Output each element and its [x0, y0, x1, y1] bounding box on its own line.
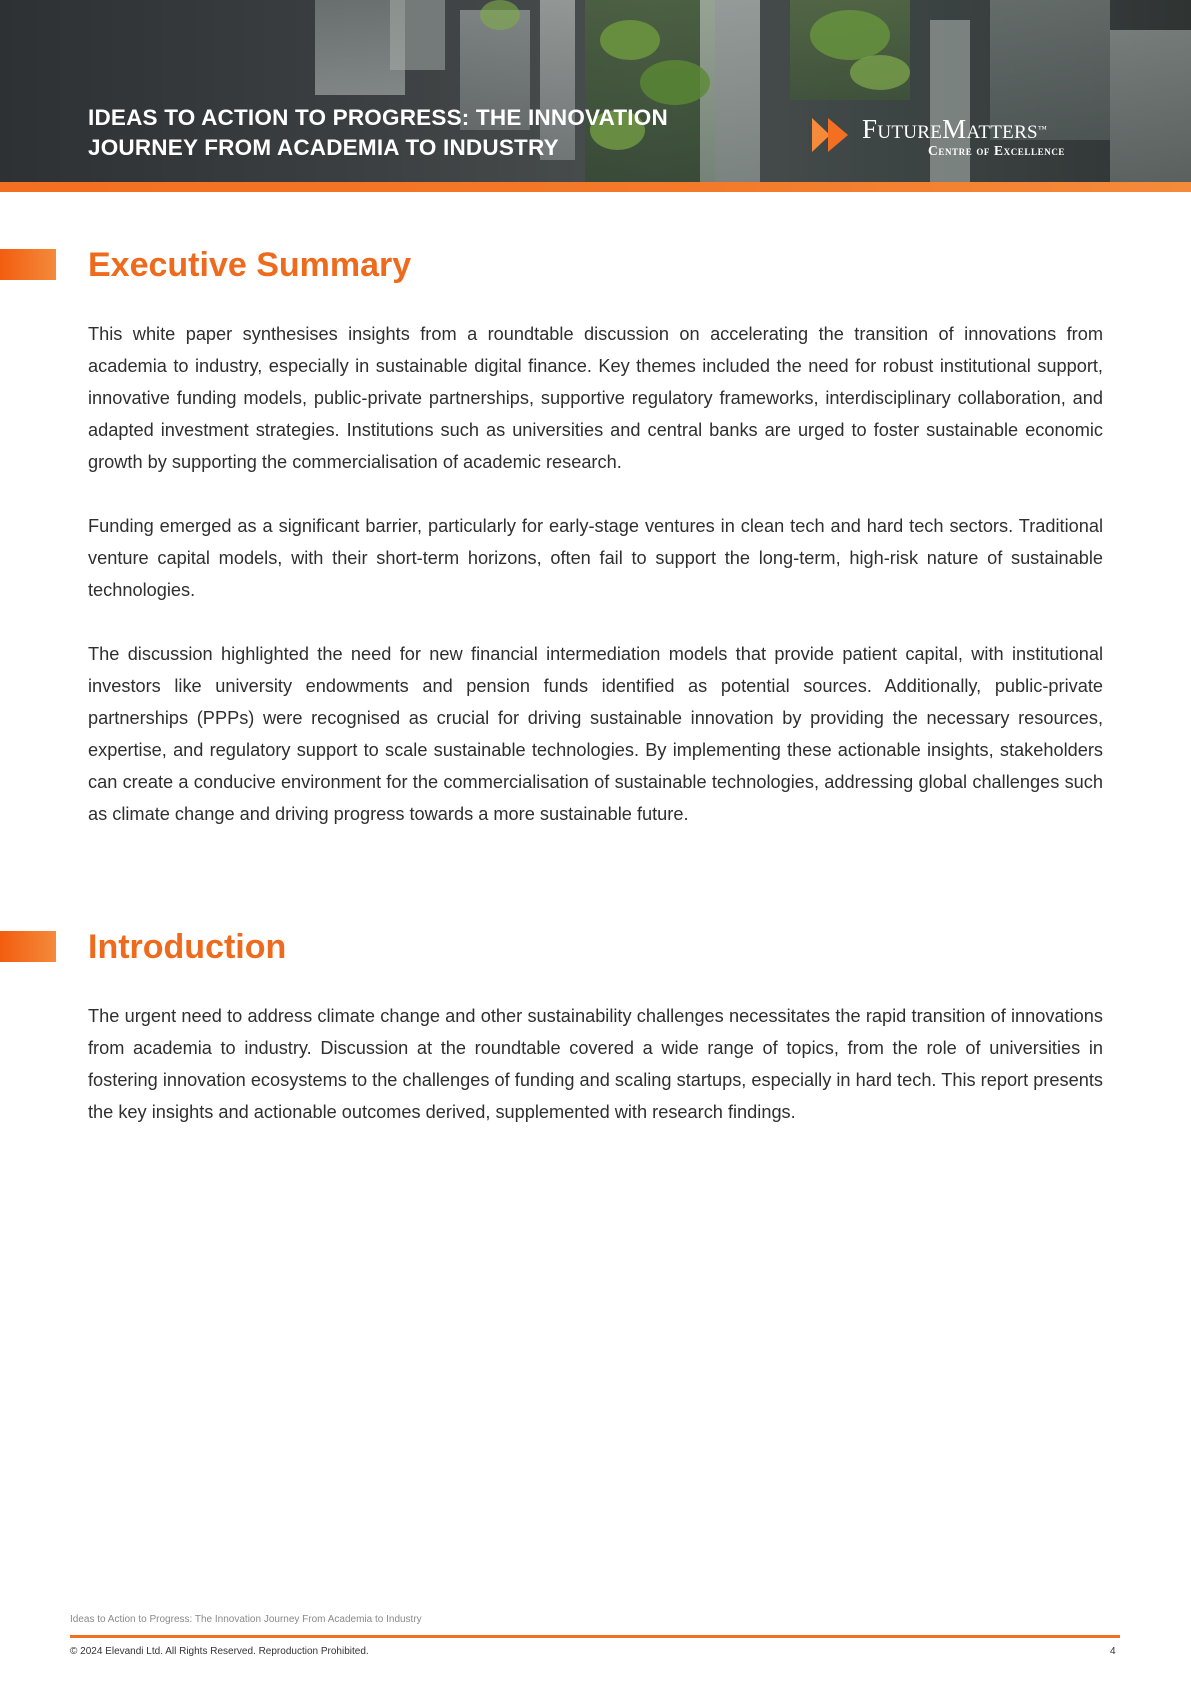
double-chevron-right-icon [810, 114, 852, 156]
banner-title-line-2: JOURNEY FROM ACADEMIA TO INDUSTRY [88, 135, 559, 160]
header-banner [0, 0, 1191, 182]
paragraph-executive-summary-2: Funding emerged as a significant barrier, particularly for early-stage ventures in clean tech and hard tech sectors. Traditional venture capital models, with their short-term horizons, often fail to support the long-term, high-risk nature of sustainable technologies. [88, 516, 1103, 600]
footer-page-number: 4 [1110, 1646, 1116, 1657]
footer-copyright: © 2024 Elevandi Ltd. All Rights Reserved. Reproduction Prohibited. [70, 1646, 369, 1657]
paragraph-introduction-1: The urgent need to address climate change and other sustainability challenges necessitates the rapid transition of innovations from academia to industry. Discussion at the roundtable covered a wide range of topics, from the role of universities in fostering innovation ecosystems to the challenges of funding and scaling startups, especially in hard tech. This report presents the key insights and actionable outcomes derived, supplemented with research findings. [88, 1006, 1103, 1122]
section-marker-introduction [0, 931, 56, 962]
logo-trademark: ™ [1037, 124, 1048, 134]
logo-subtitle: Centre of Excellence [928, 143, 1066, 158]
paragraph-executive-summary-1: This white paper synthesises insights from a roundtable discussion on accelerating the transition of innovations from academia to industry, especially in sustainable digital finance. Key themes included the need for robust institutional support, innovative funding models, public-private partnerships, supportive regulatory frameworks, interdisciplinary collaboration, and adapted investment strategies. Institutions such as universities and central banks are urged to foster sustainable economic growth by supporting the commercialisation of academic research. [88, 324, 1103, 472]
logo-name: FutureMatters™ [862, 114, 1048, 144]
banner-title [88, 103, 668, 163]
footer-document-title: Ideas to Action to Progress: The Innovation Journey From Academia to Industry [70, 1614, 422, 1625]
section-marker-executive-summary [0, 249, 56, 280]
heading-executive-summary: Executive Summary [88, 246, 412, 284]
footer-rule [70, 1635, 1120, 1638]
futurematters-logo [810, 110, 1110, 160]
heading-introduction: Introduction [88, 928, 287, 966]
header-accent-rule [0, 182, 1191, 192]
banner-title-line-1: IDEAS TO ACTION TO PROGRESS: THE INNOVATION [88, 105, 668, 130]
paragraph-executive-summary-3: The discussion highlighted the need for new financial intermediation models that provide patient capital, with institutional investors like university endowments and pension funds identified as potential sources. Additionally, public-private partnerships (PPPs) were recognised as crucial for driving sustainable innovation by providing the necessary resources, expertise, and regulatory support to scale sustainable technologies. By implementing these actionable insights, stakeholders can create a conducive environment for the commercialisation of sustainable technologies, addressing global challenges such as climate change and driving progress towards a more sustainable future. [88, 644, 1103, 824]
